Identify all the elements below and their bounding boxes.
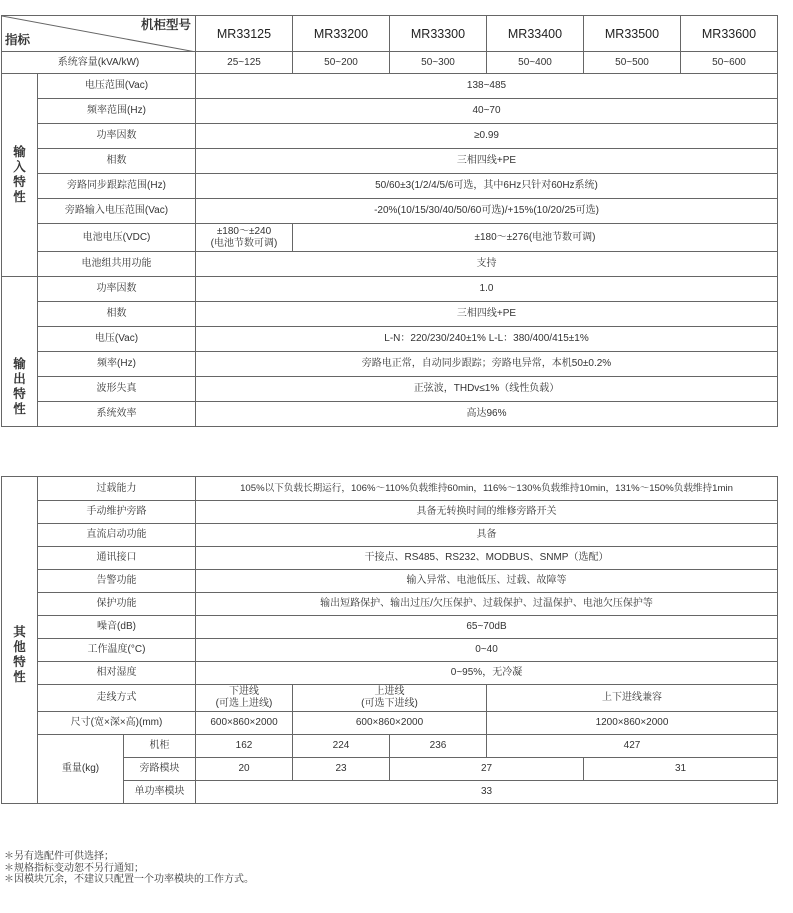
header-row (2, 16, 778, 52)
cell-value: 23 (293, 758, 390, 781)
row-label: 重量(kg) (38, 735, 124, 804)
table-row (2, 199, 778, 224)
group-label-text: 其他特性 (13, 625, 26, 684)
table-row (2, 402, 778, 427)
cell-line: (电池节数可调) (210, 237, 278, 249)
row-label: 通讯接口 (38, 547, 196, 570)
row-label: 功率因数 (38, 277, 196, 302)
table-row (2, 570, 778, 593)
table-row (2, 616, 778, 639)
row-label: 电池电压(VDC) (38, 224, 196, 252)
row-label: 功率因数 (38, 124, 196, 149)
cell-value: 50/60±3(1/2/4/5/6可选，其中6Hz只针对60Hz系统) (196, 174, 778, 199)
cell-value: 0~95%，无冷凝 (196, 662, 778, 685)
cell-value (196, 685, 293, 712)
footnotes (4, 851, 254, 886)
cell-value: 31 (584, 758, 778, 781)
row-label: 旁路同步跟踪范围(Hz) (38, 174, 196, 199)
cell-value: 224 (293, 735, 390, 758)
group-label-text: 输入特性 (13, 145, 26, 204)
cell-value: 27 (390, 758, 584, 781)
table-row (2, 352, 778, 377)
cell-value: ±180～±276(电池节数可调) (293, 224, 778, 252)
row-label: 电压范围(Vac) (38, 74, 196, 99)
cell-value: 600×860×2000 (196, 712, 293, 735)
cell-value: 输入异常、电池低压、过载、故障等 (196, 570, 778, 593)
header-diagonal-cell (2, 16, 196, 52)
row-label: 告警功能 (38, 570, 196, 593)
footnote: ＊规格指标变动恕不另行通知； (4, 862, 144, 874)
row-label: 相对湿度 (38, 662, 196, 685)
cell-value: 50~300 (390, 52, 487, 74)
cell-value: 具备 (196, 524, 778, 547)
row-label: 频率(Hz) (38, 352, 196, 377)
table-row (2, 639, 778, 662)
cell-value: 1200×860×2000 (487, 712, 778, 735)
cell-value: 50~200 (293, 52, 390, 74)
table-row (2, 302, 778, 327)
row-label: 旁路输入电压范围(Vac) (38, 199, 196, 224)
cell-value: 427 (487, 735, 778, 758)
table-row (2, 501, 778, 524)
table-row (2, 593, 778, 616)
cell-value: ≥0.99 (196, 124, 778, 149)
row-label: 尺寸(宽×深×高)(mm) (38, 712, 196, 735)
cell-value: 20 (196, 758, 293, 781)
row-label: 噪音(dB) (38, 616, 196, 639)
row-label: 保护功能 (38, 593, 196, 616)
cell-value (293, 685, 487, 712)
cell-line: 上进线 (374, 686, 405, 697)
table-row (2, 685, 778, 712)
row-label: 相数 (38, 149, 196, 174)
row-label: 电池组共用功能 (38, 252, 196, 277)
table-row (2, 224, 778, 252)
cell-line: ±180～±240 (216, 225, 272, 237)
model-header: MR33500 (584, 16, 681, 52)
row-label: 直流启动功能 (38, 524, 196, 547)
cell-value: 40~70 (196, 99, 778, 124)
cell-value: 50~600 (681, 52, 778, 74)
cell-value: 三相四线+PE (196, 302, 778, 327)
footnote: ＊另有选配件可供选择； (4, 851, 114, 862)
cell-value: 25~125 (196, 52, 293, 74)
model-header: MR33200 (293, 16, 390, 52)
table-row (2, 149, 778, 174)
table-row (2, 712, 778, 735)
cell-value (196, 224, 293, 252)
row-label: 走线方式 (38, 685, 196, 712)
table-row (2, 524, 778, 547)
cell-line: (可选上进线) (215, 698, 273, 709)
cell-value: 600×860×2000 (293, 712, 487, 735)
spec-table-lower (1, 476, 778, 804)
cell-value: 105%以下负载长期运行，106%～110%负载维持60min，116%～130%负载维持10min，131%～150%负载维持1min (196, 477, 778, 501)
row-sublabel: 机柜 (124, 735, 196, 758)
cell-value: 具备无转换时间的维修旁路开关 (196, 501, 778, 524)
table-row (2, 124, 778, 149)
table-row (2, 252, 778, 277)
row-label: 电压(Vac) (38, 327, 196, 352)
model-label: 机柜型号 (140, 18, 191, 32)
table-row (2, 174, 778, 199)
row-label: 频率范围(Hz) (38, 99, 196, 124)
table-row (2, 99, 778, 124)
cell-value: -20%(10/15/30/40/50/60可选)/+15%(10/20/25可选) (196, 199, 778, 224)
row-label: 过载能力 (38, 477, 196, 501)
cell-value: 138~485 (196, 74, 778, 99)
group-label-text: 输出特性 (13, 356, 26, 416)
row-label: 波形失真 (38, 377, 196, 402)
cell-line: (可选下进线) (361, 698, 418, 709)
table-row (2, 377, 778, 402)
cell-value: 0~40 (196, 639, 778, 662)
group-label-output (2, 277, 38, 427)
cell-value: 正弦波，THDv≤1%（线性负载） (196, 377, 778, 402)
table-row (2, 74, 778, 99)
model-header: MR33300 (390, 16, 487, 52)
capacity-row (2, 52, 778, 74)
cell-value: 33 (196, 781, 778, 804)
cell-value: 50~500 (584, 52, 681, 74)
row-label: 工作温度(°C) (38, 639, 196, 662)
cell-value: 旁路电正常，自动同步跟踪；旁路电异常，本机50±0.2% (196, 352, 778, 377)
spec-table-upper (1, 15, 778, 427)
row-sublabel: 旁路模块 (124, 758, 196, 781)
row-label: 相数 (38, 302, 196, 327)
table-row (2, 477, 778, 501)
cell-value: 162 (196, 735, 293, 758)
row-label: 系统效率 (38, 402, 196, 427)
cell-value: 三相四线+PE (196, 149, 778, 174)
cell-value: 1.0 (196, 277, 778, 302)
table-row (2, 327, 778, 352)
row-label: 手动维护旁路 (38, 501, 196, 524)
group-label-input (2, 74, 38, 277)
table-row (2, 662, 778, 685)
table-row (2, 547, 778, 570)
cell-value: 65~70dB (196, 616, 778, 639)
group-label-other (2, 477, 38, 804)
cell-value: 上下进线兼容 (487, 685, 778, 712)
cell-value: 236 (390, 735, 487, 758)
cell-value: 干接点、RS485、RS232、MODBUS、SNMP（选配） (196, 547, 778, 570)
table-row (2, 277, 778, 302)
cell-value: 输出短路保护、输出过压/欠压保护、过载保护、过温保护、电池欠压保护等 (196, 593, 778, 616)
model-header: MR33600 (681, 16, 778, 52)
row-sublabel: 单功率模块 (124, 781, 196, 804)
model-header: MR33125 (196, 16, 293, 52)
cell-value: 50~400 (487, 52, 584, 74)
row-label: 系统容量(kVA/kW) (2, 52, 196, 74)
model-header: MR33400 (487, 16, 584, 52)
cell-value: L-N：220/230/240±1% L-L：380/400/415±1% (196, 327, 778, 352)
footnote: ＊因模块冗余，不建议只配置一个功率模块的工作方式。 (4, 874, 254, 885)
cell-value: 支持 (196, 252, 778, 277)
cell-line: 下进线 (229, 686, 259, 697)
table-row (2, 735, 778, 758)
cell-value: 高达96% (196, 402, 778, 427)
index-label: 指标 (5, 33, 31, 47)
